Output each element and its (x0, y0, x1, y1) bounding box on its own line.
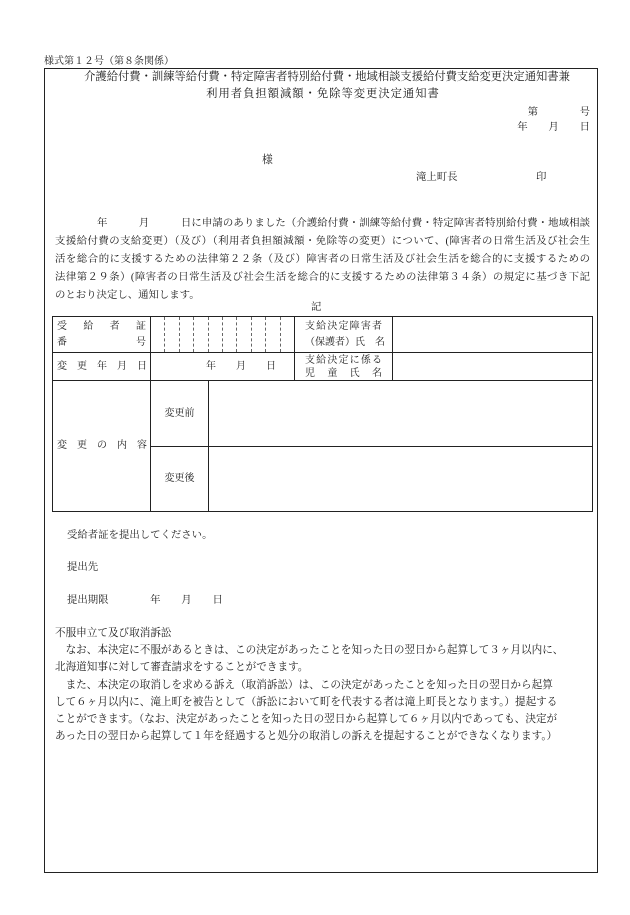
appeal-heading: 不服申立て及び取消訴訟 (55, 628, 172, 639)
body-line: 法律第２９条）(障害者の日常生活及び社会生活を総合的に支援するための法律第３４条）の規定に基づき下記 (55, 272, 590, 283)
decided-person-name-label (295, 317, 393, 353)
label-line: 受 給 者 証 (57, 320, 146, 332)
document-title-line1: 介護給付費・訓練等給付費・特定障害者特別給付費・地域相談支援給付費支給変更決定通知書兼 (84, 71, 570, 83)
body-line: 活を総合的に支援するための法律第２２条（及び）障害者の日常生活及び社会生活を総合的に支援するための (55, 254, 590, 265)
submission-deadline: 提出期限 年 月 日 (67, 595, 223, 606)
table-row (53, 353, 593, 381)
change-date-value: 年 月 日 (151, 353, 295, 381)
before-change-value (209, 381, 593, 447)
label-line: 変 更 の 内 容 (57, 440, 147, 451)
form-number: 様式第１２号（第８条関係） (44, 56, 174, 67)
submission-destination-label: 提出先 (67, 562, 99, 573)
child-name-value (393, 353, 593, 381)
appeal-line: なお、本決定に不服があるときは、この決定があったことを知った日の翌日から起算して３ヶ月以内に、 (55, 645, 564, 656)
label-line: 変 更 年 月 日 (57, 360, 147, 372)
after-change-label: 変更後 (151, 447, 209, 512)
table-row (53, 381, 593, 447)
appeal-line: して６ヶ月以内に、滝上町を被告として（訴訟において町を代表する者は滝上町長となります。）提起する (55, 697, 558, 708)
recipient-cert-number-label (53, 317, 151, 353)
label-line: 支給決定障害者 (305, 320, 382, 332)
child-name-label (295, 353, 393, 381)
appeal-line: あった日の翌日から起算して１年を経過すると処分の取消しの訴えを提起することができなくなります。） (55, 731, 558, 742)
appeal-line: ことができます。（なお、決定があったことを知った日の翌日から起算して６ヶ月以内であっても、決定が (55, 714, 558, 725)
digit-box (194, 317, 208, 352)
ki-heading: 記 (311, 302, 322, 313)
change-date-label (53, 353, 151, 381)
digit-box (237, 317, 251, 352)
document-number: 第 号 (527, 107, 590, 118)
digit-box (252, 317, 266, 352)
body-line: 支援給付費の支給変更）（及び）（利用者負担額減額・免除等の変更）について、(障害者の日常生活及び社会生 (55, 236, 590, 247)
digit-box (151, 317, 165, 352)
after-change-value (209, 447, 593, 512)
submission-request: 受給者証を提出してください。 (67, 530, 213, 541)
digit-box (180, 317, 194, 352)
addressee-suffix: 様 (262, 154, 273, 166)
digit-boxes (151, 317, 294, 352)
digit-box (223, 317, 237, 352)
label-line: （保護者）氏 名 (305, 336, 385, 348)
decision-table (52, 316, 593, 512)
issuer-name: 滝上町長 (416, 172, 458, 183)
label-line: 児 童 氏 名 (305, 367, 382, 379)
label-line: 支給決定に係る (305, 354, 382, 366)
digit-box (209, 317, 223, 352)
issue-date: 年 月 日 (517, 122, 590, 133)
seal-mark: 印 (536, 172, 547, 183)
appeal-line: また、本決定の取消しを求める訴え（取消訴訟）は、この決定があったことを知った日の翌日から起算 (55, 680, 553, 691)
digit-box (281, 317, 294, 352)
change-content-label (53, 381, 151, 512)
body-line: のとおり決定し、通知します。 (55, 290, 200, 301)
document-title-line2: 利用者負担額減額・免除等変更決定通知書 (206, 88, 440, 100)
digit-box (165, 317, 179, 352)
body-line: 年 月 日に申請のありました（介護給付費・訓練等給付費・特定障害者特別給付費・地域相談 (55, 218, 590, 229)
recipient-cert-number-boxes (151, 317, 295, 353)
table-row (53, 317, 593, 353)
before-change-label: 変更前 (151, 381, 209, 447)
decided-person-name-value (393, 317, 593, 353)
digit-box (266, 317, 280, 352)
appeal-line: 北海道知事に対して審査請求をすることができます。 (55, 662, 309, 673)
label-line: 番 号 (57, 336, 146, 348)
